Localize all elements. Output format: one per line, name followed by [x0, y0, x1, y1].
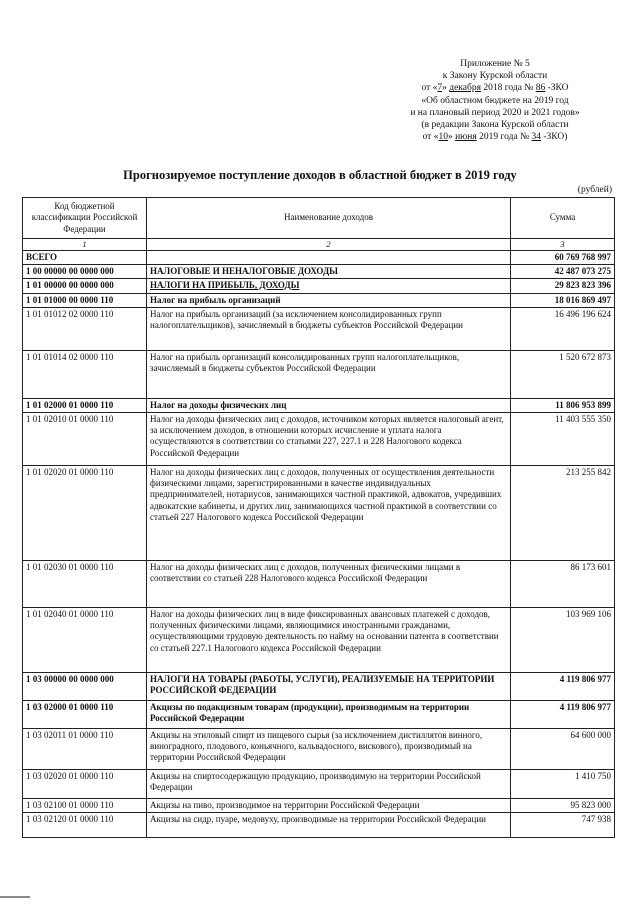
appendix-law-title: «Об областном бюджете на 2019 год [421, 95, 569, 106]
row-code: 1 01 02020 01 0000 110 [23, 466, 147, 561]
appendix-number: Приложение № 5 [460, 59, 530, 69]
row-sum: 60 769 768 997 [511, 251, 615, 265]
row-sum: 747 938 [511, 813, 615, 838]
row-sum: 11 806 953 899 [511, 398, 615, 412]
row-code: 1 01 02000 01 0000 110 [23, 398, 147, 412]
table-row [23, 813, 615, 838]
header-code: Код бюджетной классификации Российской Федерации [23, 198, 147, 239]
units-label: (рублей) [577, 185, 612, 195]
row-sum: 213 255 842 [511, 466, 615, 561]
appendix-law-date: от «7» декабря 2018 года № 86 -ЗКО [421, 83, 569, 94]
row-sum: 103 969 106 [511, 608, 615, 673]
row-name: Налог на прибыль организаций (за исключением консолидированных групп налогоплательщиков), зачисляемый в бюджеты субъектов Российской Федерации [147, 307, 511, 350]
row-name: Акцизы на спиртосодержащую продукцию, производимую на территории Российской Федерации [147, 770, 511, 799]
row-sum: 86 173 601 [511, 561, 615, 608]
row-sum: 18 016 869 497 [511, 293, 615, 307]
row-sum: 4 119 806 977 [511, 701, 615, 729]
row-code: 1 03 02020 01 0000 110 [23, 770, 147, 799]
row-code: 1 01 02010 01 0000 110 [23, 413, 147, 466]
column-number-1: 1 [23, 239, 147, 251]
row-code: 1 01 01000 00 0000 110 [23, 293, 147, 307]
header-sum: Сумма [511, 198, 615, 239]
table-row [23, 307, 615, 350]
column-number-2: 2 [147, 239, 511, 251]
row-sum: 1 410 750 [511, 770, 615, 799]
appendix-law-title-cont: и на плановый период 2020 и 2021 годов» [410, 107, 580, 118]
table-row [23, 673, 615, 701]
row-sum: 29 823 823 396 [511, 279, 615, 293]
row-name: НАЛОГОВЫЕ И НЕНАЛОГОВЫЕ ДОХОДЫ [147, 265, 511, 279]
row-code: ВСЕГО [23, 251, 147, 265]
row-code: 1 03 02000 01 0000 110 [23, 701, 147, 729]
appendix-revision-date: от «10» июня 2019 года № 34 -ЗКО) [422, 132, 568, 143]
row-code: 1 00 00000 00 0000 000 [23, 265, 147, 279]
income-table [22, 197, 615, 838]
row-name: Акцизы на сидр, пуаре, медовуху, производимые на территории Российской Федерации [147, 813, 511, 838]
table-row [23, 265, 615, 279]
table-row [23, 350, 615, 398]
table-row [23, 701, 615, 729]
row-code: 1 01 02030 01 0000 110 [23, 561, 147, 608]
row-sum: 1 520 672 873 [511, 350, 615, 398]
table-row [23, 770, 615, 799]
row-name: Налог на доходы физических лиц в виде фиксированных авансовых платежей с доходов, полученных физическими лицами, являющимися иностранными гражданами, осуществляющими трудовую деятельность по найму на основании патента в соответствии со статьей 227.1 Налогового кодекса Российской Федерации [147, 608, 511, 673]
row-name: Акцизы на пиво, производимое на территории Российской Федерации [147, 799, 511, 813]
row-code: 1 03 02011 01 0000 110 [23, 729, 147, 770]
table-row [23, 466, 615, 561]
row-name: Акцизы по подакцизным товарам (продукции), производимым на территории Российской Федерации [147, 701, 511, 729]
table-row [23, 561, 615, 608]
table-row [23, 251, 615, 265]
table-row [23, 413, 615, 466]
row-code: 1 01 02040 01 0000 110 [23, 608, 147, 673]
row-code: 1 01 01014 02 0000 110 [23, 350, 147, 398]
row-sum: 64 600 000 [511, 729, 615, 770]
row-code: 1 03 02100 01 0000 110 [23, 799, 147, 813]
column-number-3: 3 [511, 239, 615, 251]
row-name: Налог на доходы физических лиц с доходов, полученных физическими лицами в соответствии со статьей 228 Налогового кодекса Российской Федерации [147, 561, 511, 608]
table-header-row [23, 198, 615, 239]
appendix-revision: (в редакции Закона Курской области [421, 120, 569, 131]
table-row [23, 608, 615, 673]
row-name: Налог на доходы физических лиц с доходов, источником которых является налоговый агент, за исключением доходов, в отношении которых исчисление и уплата налога осуществляются в соответствии со статьями 227, 227.1 и 228 Налогового кодекса Российской Федерации [147, 413, 511, 466]
row-sum: 11 403 555 350 [511, 413, 615, 466]
row-name: НАЛОГИ НА ТОВАРЫ (РАБОТЫ, УСЛУГИ), РЕАЛИЗУЕМЫЕ НА ТЕРРИТОРИИ РОССИЙСКОЙ ФЕДЕРАЦИИ [147, 673, 511, 701]
table-number-row [23, 239, 615, 251]
row-sum: 4 119 806 977 [511, 673, 615, 701]
row-code: 1 03 02120 01 0000 110 [23, 813, 147, 838]
row-name: Налог на доходы физических лиц с доходов, полученных от осуществления деятельности физическими лицами, зарегистрированными в качестве индивидуальных предпринимателей, нотариусов, занимающихся частной практикой, адвокатов, учредивших адвокатские кабинеты, и других лиц, занимающихся частной практикой в соответствии со статьей 227 Налогового кодекса Российской Федерации [147, 466, 511, 561]
table-row [23, 398, 615, 412]
header-name: Наименование доходов [147, 198, 511, 239]
document-title: Прогнозируемое поступление доходов в областной бюджет в 2019 году [123, 168, 517, 182]
row-name: Налог на доходы физических лиц [147, 398, 511, 412]
table-row [23, 799, 615, 813]
row-sum: 42 487 073 275 [511, 265, 615, 279]
row-code: 1 03 00000 00 0000 000 [23, 673, 147, 701]
row-name: Акцизы на этиловый спирт из пищевого сырья (за исключением дистиллятов винного, виноградного, плодового, коньячного, кальвадосного, вискового), производимый на территории Российской Федерации [147, 729, 511, 770]
row-code: 1 01 00000 00 0000 000 [23, 279, 147, 293]
row-code: 1 01 01012 02 0000 110 [23, 307, 147, 350]
row-sum: 16 496 196 624 [511, 307, 615, 350]
table-row [23, 279, 615, 293]
row-sum: 95 823 000 [511, 799, 615, 813]
appendix-header [360, 58, 630, 143]
row-name: Налог на прибыль организаций консолидированных групп налогоплательщиков, зачисляемый в бюджеты субъектов Российской Федерации [147, 350, 511, 398]
appendix-law-ref: к Закону Курской области [442, 71, 548, 82]
row-name [147, 251, 511, 265]
row-name: НАЛОГИ НА ПРИБЫЛЬ, ДОХОДЫ [147, 279, 511, 293]
row-name: Налог на прибыль организаций [147, 293, 511, 307]
table-row [23, 729, 615, 770]
table-row [23, 293, 615, 307]
scan-edge-mark [0, 896, 30, 898]
